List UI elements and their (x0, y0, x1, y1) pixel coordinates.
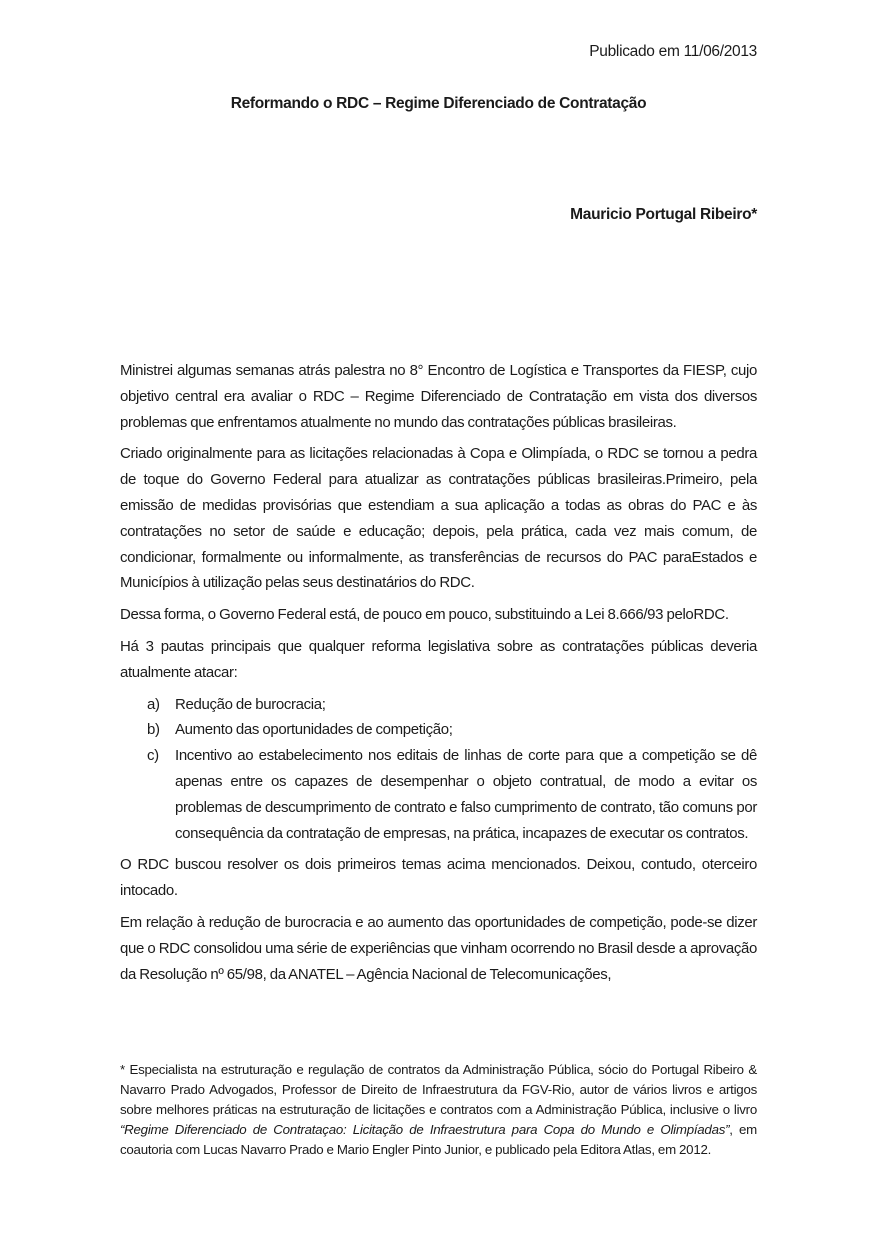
list-marker: a) (147, 695, 160, 713)
list-item (120, 743, 757, 846)
document-title: Reformando o RDC – Regime Diferenciado de Contratação (230, 95, 647, 112)
list-item-text: Aumento das oportunidades de competição; (175, 721, 453, 739)
paragraph-anatel: Em relação à redução de burocracia e ao aumento das oportunidades de competição, pode-se dizer que o RDC consolidou uma série de experiências que vinham ocorrendo no Brasil desde a aprovação da Resolução nº 65/98, da ANATEL – Agência Nacional de Telecomunicações, (120, 913, 757, 983)
paragraph-origin-rdc: Criado originalmente para as licitações relacionadas à Copa e Olimpíada, o RDC se tornou a pedra de toque do Governo Federal para atualizar as contratações públicas brasileiras.Primeiro, pela emissão de medidas provisórias que estendiam a sua aplicação a todas as obras do PAC e às contratações no setor de saúde e educação; depois, pela prática, cada vez mais comum, de condicionar, formalmente ou informalmente, as transferências de recursos do PAC paraEstados e Municípios à utilização pelas seus destinatários do RDC. (120, 445, 757, 592)
list-item-text: Redução de burocracia; (175, 695, 326, 713)
footnote-text-before: * Especialista na estruturação e regulação de contratos da Administração Pública, sócio do Portugal Ribeiro & Navarro Prado Advogados, Professor de Direito de Infraestrutura da FGV-Rio, autor de vários livros e artigos sobre melhores práticas na estruturação de licitações e contratos com a Administração Pública, inclusive o livro (120, 1062, 757, 1117)
paragraph-intro: Ministrei algumas semanas atrás palestra no 8° Encontro de Logística e Transportes da FIESP, cujo objetivo central era avaliar o RDC – Regime Diferenciado de Contratação em vista dos diversos problemas que enfrentamos atualmente no mundo das contratações públicas brasileiras. (120, 362, 757, 431)
footnote-text-after: , em coautoria com Lucas Navarro Prado e Mario Engler Pinto Junior, e publicado pela Editora Atlas, em 2012. (120, 1122, 758, 1157)
published-date: Publicado em 11/06/2013 (589, 43, 757, 60)
pautas-list (120, 692, 757, 847)
footnote (120, 1060, 757, 1160)
list-marker: c) (147, 747, 159, 765)
document-body (120, 358, 757, 987)
paragraph-pautas: Há 3 pautas principais que qualquer reforma legislativa sobre as contratações públicas deveria atualmente atacar: (120, 637, 757, 681)
list-item (120, 717, 757, 743)
list-item-text: Incentivo ao estabelecimento nos editais de linhas de corte para que a competição se dê apenas entre os capazes de desempenhar o objeto contratual, de modo a evitar os problemas de descumprimento de contrato e falso cumprimento de contrato, tão comuns por consequência da contratação de empresas, na prática, incapazes de executar os contratos. (175, 747, 757, 842)
author-byline: Mauricio Portugal Ribeiro* (570, 206, 757, 223)
paragraph-lei-8666: Dessa forma, o Governo Federal está, de pouco em pouco, substituindo a Lei 8.666/93 peloRDC. (120, 606, 729, 624)
footnote-book-title: “Regime Diferenciado de Contrataçao: Licitação de Infraestrutura para Copa do Mundo e Olimpíadas” (120, 1122, 730, 1137)
list-item (120, 692, 757, 718)
list-marker: b) (147, 721, 160, 739)
paragraph-rdc-resolveu: O RDC buscou resolver os dois primeiros temas acima mencionados. Deixou, contudo, oterceiro intocado. (120, 856, 757, 900)
